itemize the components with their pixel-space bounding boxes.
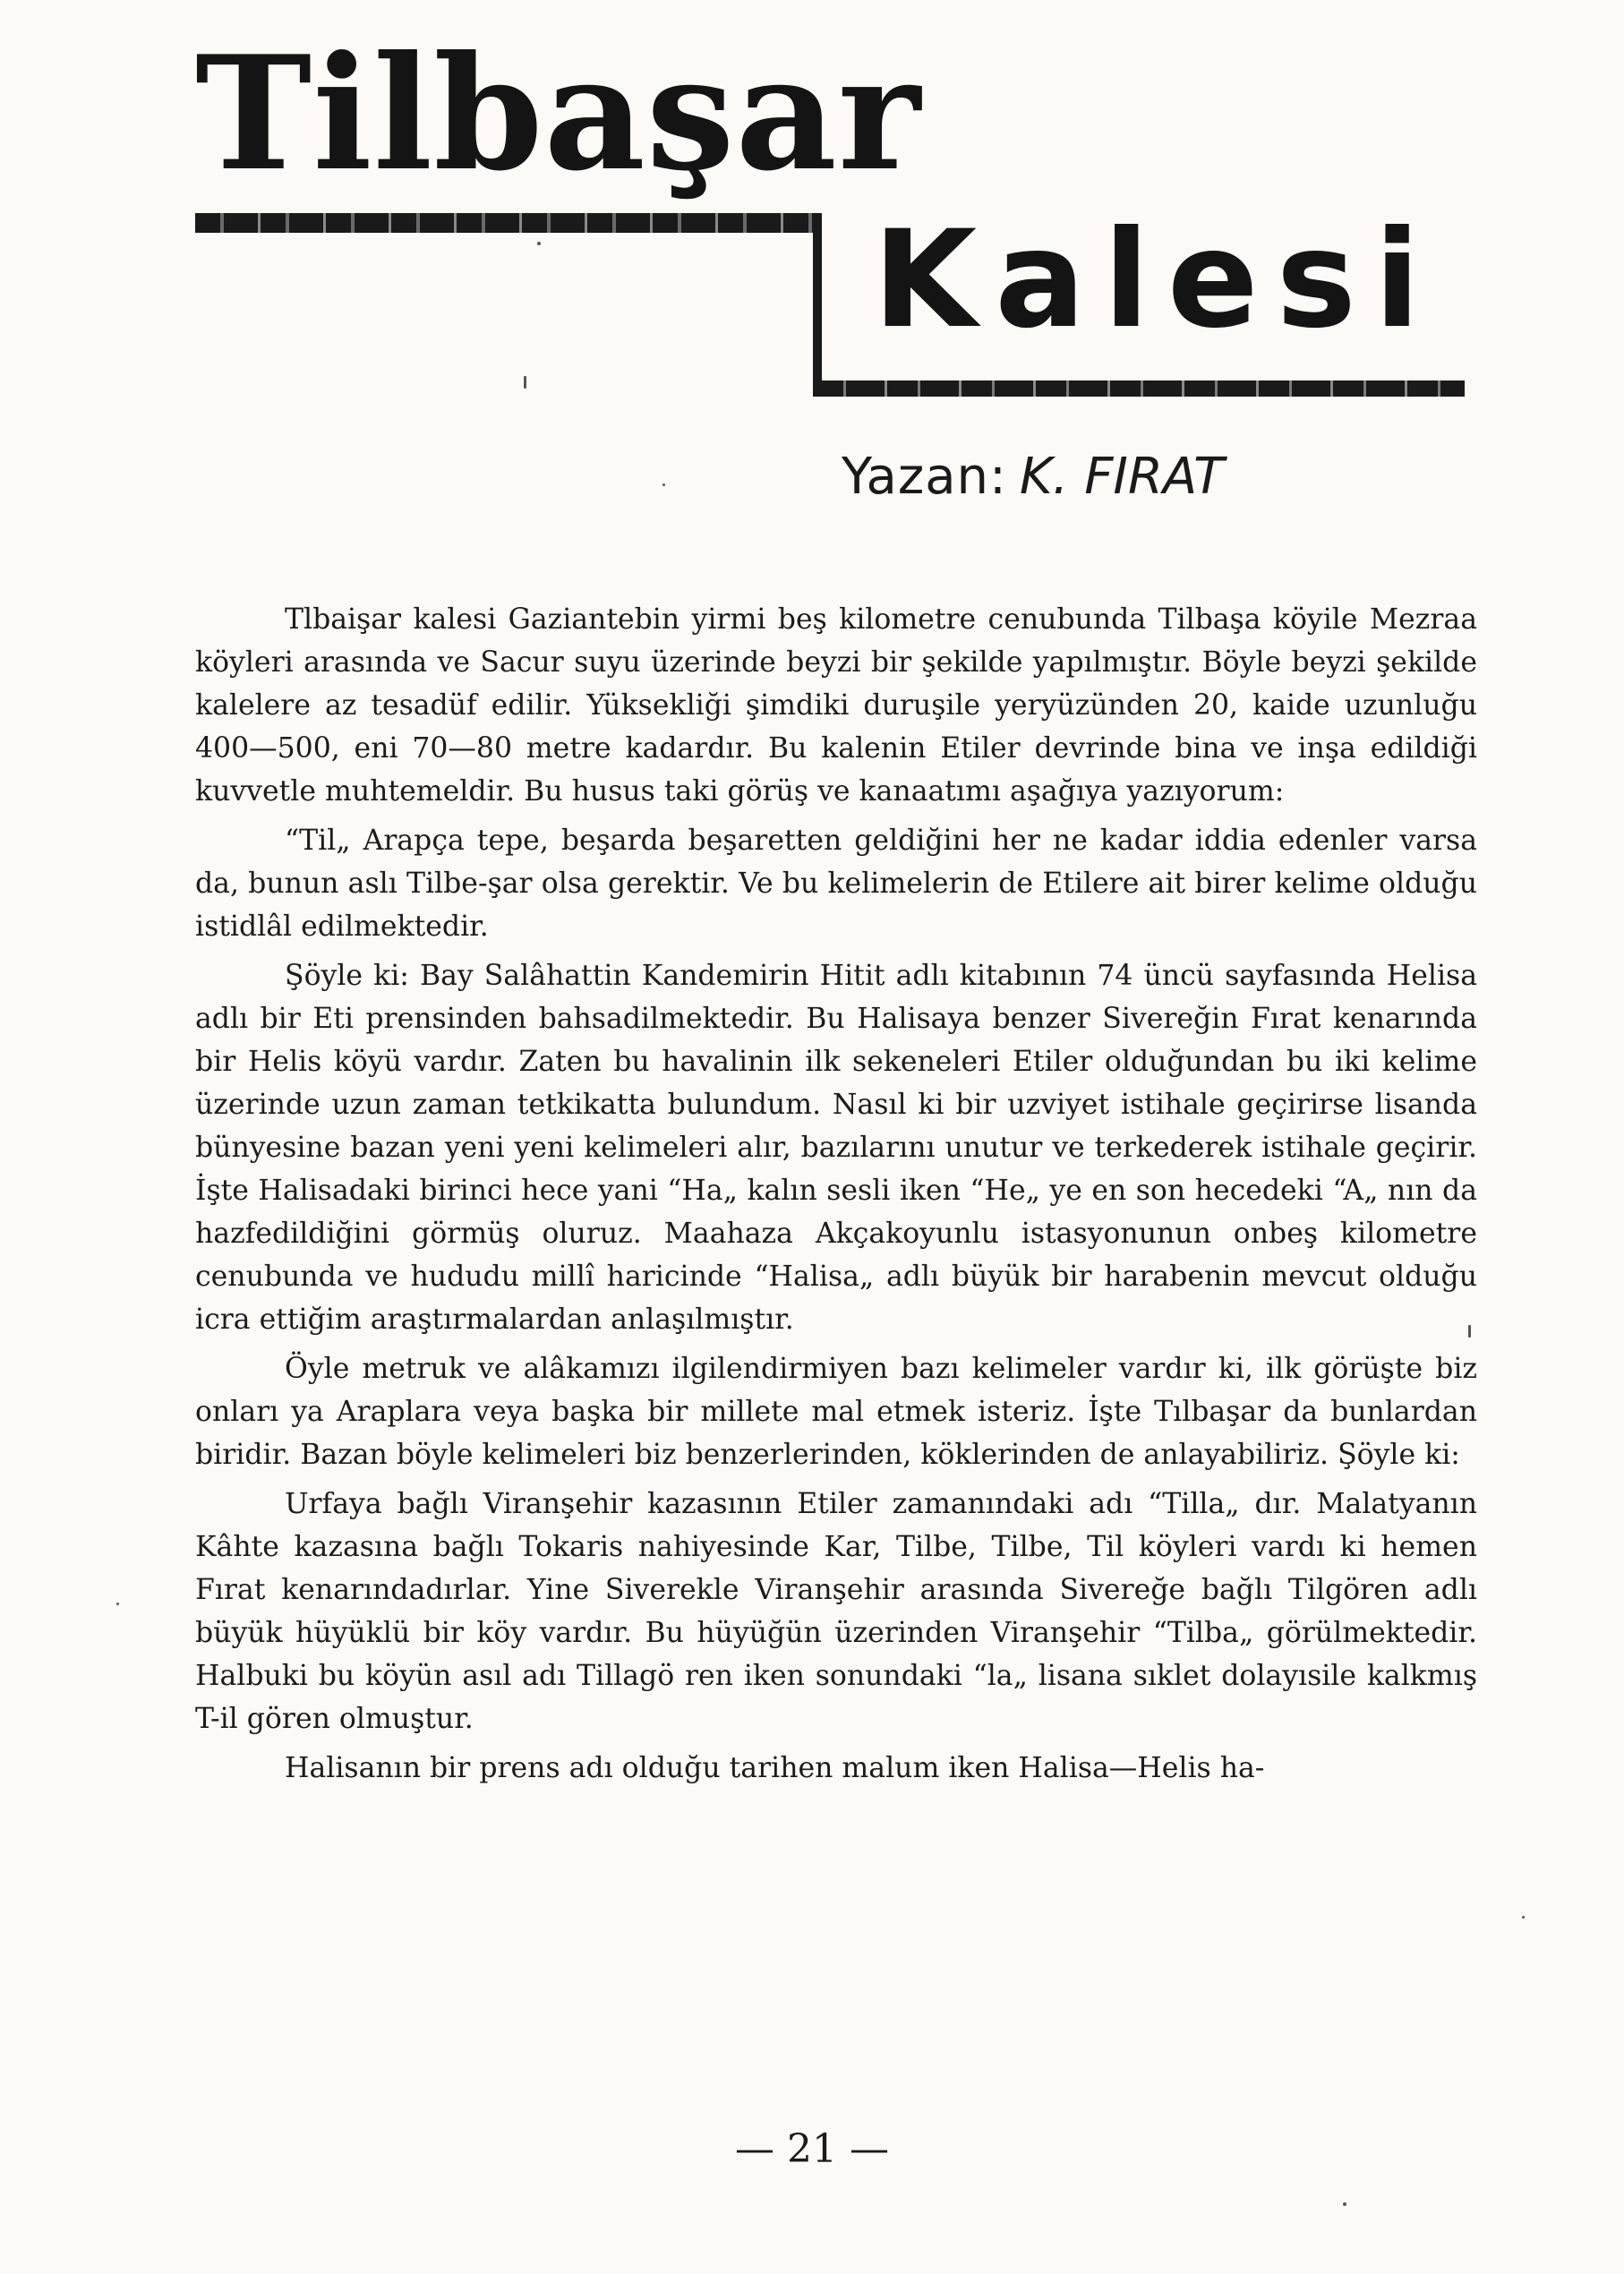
scan-speck <box>537 242 541 245</box>
subtitle-underline-rule <box>813 380 1465 397</box>
page-number: — 21 — <box>735 2126 889 2172</box>
title-line-2: Kalesi <box>873 202 1439 358</box>
body-paragraph-5: Urfaya bağlı Viranşehir kazasının Etiler zamanındaki adı “Tilla„ dır. Malatyanın Kâhte kazasına bağlı Tokaris nahiyesinde Kar, Tilbe, Tilbe, Til köyleri vardı ki hemen Fırat kenarındadırlar. Yine Siverekle Viranşehir arasında Sivereğe bağlı Tilgören adlı büyük hüyüklü bir köy vardır. Bu hüyüğün üzerinden Viranşehir “Tilba„ görülmektedir. Halbuki bu köyün asıl adı Tillagö ren iken sonundaki “la„ lisana sıklet dolayısile kalkmış T-il gören olmuştur. <box>195 1488 1477 1735</box>
body-paragraph-4: Öyle metruk ve alâkamızı ilgilendirmiyen bazı kelimeler vardır ki, ilk görüşte biz onları ya Araplara veya başka bir millete mal etmek isteriz. İşte Tılbaşar da bunlardan biridir. Bazan böyle kelimeleri biz benzerlerinden, köklerinden de anlayabiliriz. Şöyle ki: <box>195 1353 1477 1471</box>
byline <box>842 448 1225 506</box>
title-line-1: Tilbaşar <box>195 22 922 206</box>
title-vertical-rule <box>813 213 822 392</box>
author-name: K. FIRAT <box>1019 448 1225 506</box>
title-underline-rule <box>195 213 813 233</box>
scan-speck <box>1343 2202 1346 2206</box>
body-paragraph-1: Tlbaişar kalesi Gaziantebin yirmi beş kilometre cenubunda Tilbaşa köyile Mezraa köyleri arasında ve Sacur suyu üzerinde beyzi bir şekilde yapılmıştır. Böyle beyzi şekilde kalelere az tesadüf edilir. Yüksekliği şimdiki duruşile yeryüzünden 20, kaide uzunluğu 400—500, eni 70—80 metre kadardır. Bu kalenin Etiler devrinde bina ve inşa edildiği kuvvetle muhtemeldir. Bu husus taki görüş ve kanaatımı aşağıya yazıyorum: <box>195 603 1477 808</box>
body-paragraph-2: “Til„ Arapça tepe, beşarda beşaretten geldiğini her ne kadar iddia edenler varsa da, bunun aslı Tilbe-şar olsa gerektir. Ve bu kelimelerin de Etilere ait birer kelime olduğu istidlâl edilmektedir. <box>195 825 1477 943</box>
byline-label: Yazan: <box>842 448 1007 506</box>
scan-speck <box>524 376 526 389</box>
scan-speck <box>662 483 665 486</box>
scan-speck <box>116 1603 119 1605</box>
body-paragraph-6: Halisanın bir prens adı olduğu tarihen malum iken Halisa—Helis ha- <box>285 1752 1265 1784</box>
scan-speck <box>1468 1325 1471 1338</box>
article-body <box>195 598 1477 1796</box>
scan-speck <box>1522 1916 1525 1919</box>
body-paragraph-3: Şöyle ki: Bay Salâhattin Kandemirin Hitit adlı kitabının 74 üncü sayfasında Helisa adlı bir Eti prensinden bahsadilmektedir. Bu Halisaya benzer Sivereğin Fırat kenarında bir Helis köyü vardır. Zaten bu havalinin ilk sekeneleri Etiler olduğundan bu iki kelime üzerinde uzun zaman tetkikatta bulundum. Nasıl ki bir uzviyet istihale geçirirse lisanda bünyesine bazan yeni yeni kelimeleri alır, bazılarını unutur ve terkederek istihale geçirir. İşte Halisadaki birinci hece yani “Ha„ kalın sesli iken “He„ ye en son hecedeki “A„ nın da hazfedildiğini görmüş oluruz. Maahaza Akçakoyunlu istasyonunun onbeş kilometre cenubunda ve hududu millî haricinde “Halisa„ adlı büyük bir harabenin mevcut olduğu icra ettiğim araştırmalardan anlaşılmıştır. <box>195 960 1477 1336</box>
